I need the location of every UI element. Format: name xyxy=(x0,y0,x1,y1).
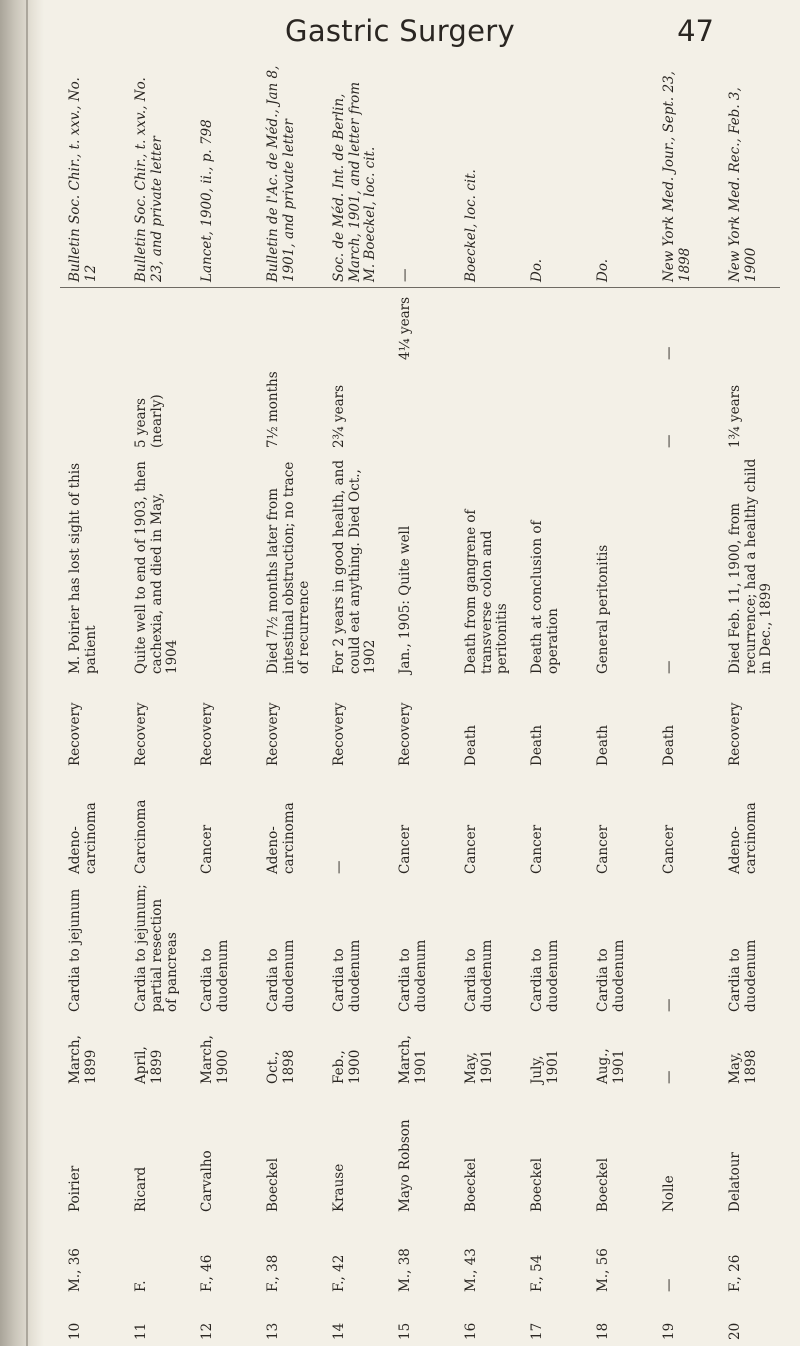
patient-sex-age: M., 43 xyxy=(463,1248,479,1292)
operator-name: Carvalho xyxy=(199,1150,215,1212)
pathology: — xyxy=(331,860,347,874)
case-number: 10 xyxy=(67,1322,83,1340)
after-history: Died Feb. 11, 1900, from recurrence; had a healthy child in Dec., 1899 xyxy=(727,458,775,674)
operator-name: Boeckel xyxy=(595,1157,611,1212)
case-number: 12 xyxy=(199,1322,215,1340)
case-number: 20 xyxy=(727,1322,743,1340)
after-history: Death at conclusion of operation xyxy=(529,520,561,674)
operation-date: April, 1899 xyxy=(133,1046,165,1084)
result: Death xyxy=(595,725,611,766)
operator-name: Delatour xyxy=(727,1152,743,1212)
patient-sex-age: F. xyxy=(133,1280,149,1292)
case-number: 17 xyxy=(529,1322,545,1340)
patient-sex-age: F., 38 xyxy=(265,1254,281,1292)
table-row xyxy=(134,60,196,1340)
operator-name: Boeckel xyxy=(529,1157,545,1212)
result: Recovery xyxy=(265,702,281,766)
operation-date: May, 1898 xyxy=(727,1049,759,1084)
case-number: 16 xyxy=(463,1322,479,1340)
after-history: General peritonitis xyxy=(595,544,611,674)
resection-site: Cardia to duodenum xyxy=(397,939,429,1012)
result: Recovery xyxy=(331,702,347,766)
table-row xyxy=(728,60,780,1340)
pathology: Cancer xyxy=(463,824,479,874)
result: Recovery xyxy=(67,702,83,766)
operator-name: Mayo Robson xyxy=(397,1119,413,1212)
case-number: 19 xyxy=(661,1322,677,1340)
table-row xyxy=(662,60,724,1340)
after-history: — xyxy=(661,660,677,674)
resection-site: Cardia to jejunum xyxy=(67,888,83,1012)
running-title: Gastric Surgery xyxy=(285,14,515,48)
operation-date: Oct., 1898 xyxy=(265,1049,297,1084)
operator-name: Boeckel xyxy=(463,1157,479,1212)
after-history: M. Poirier has lost sight of this patient xyxy=(67,462,99,674)
pathology: Carcinoma xyxy=(133,799,149,874)
after-history: Jan., 1905: Quite well xyxy=(397,525,413,674)
table-row xyxy=(398,60,460,1340)
reference: — xyxy=(397,268,413,282)
operation-date: March, 1900 xyxy=(199,1035,231,1084)
patient-sex-age: M., 36 xyxy=(67,1248,83,1292)
survival-duration: 1¾ years xyxy=(727,384,743,448)
table-row xyxy=(464,60,526,1340)
survival-after-operation: 4¼ years xyxy=(397,296,413,360)
operator-name: Poirier xyxy=(67,1165,83,1212)
survival-duration: 5 years (nearly) xyxy=(133,394,165,448)
patient-sex-age: — xyxy=(661,1278,677,1292)
patient-sex-age: F., 46 xyxy=(199,1254,215,1292)
after-history: Quite well to end of 1903, then cachexia, and died in May, 1904 xyxy=(133,461,181,674)
after-history: Death from gangrene of transverse colon and peritonitis xyxy=(463,509,511,674)
operator-name: Boeckel xyxy=(265,1157,281,1212)
result: Death xyxy=(463,725,479,766)
book-gutter xyxy=(0,0,44,1346)
reference: Lancet, 1900, ii., p. 798 xyxy=(199,119,215,282)
rotated-table-viewport xyxy=(60,60,780,1340)
resection-site: Cardia to duodenum xyxy=(199,939,231,1012)
result: Recovery xyxy=(199,702,215,766)
case-number: 14 xyxy=(331,1322,347,1340)
operator-name: Krause xyxy=(331,1163,347,1212)
table-row xyxy=(596,60,658,1340)
pathology: Cancer xyxy=(595,824,611,874)
case-number: 11 xyxy=(133,1322,149,1340)
operation-date: Aug., 1901 xyxy=(595,1048,627,1084)
reference: New York Med. Rec., Feb. 3, 1900 xyxy=(727,87,759,282)
resection-site: Cardia to jejunum; partial resection of pancreas xyxy=(133,884,181,1012)
patient-sex-age: F., 26 xyxy=(727,1254,743,1292)
resection-site: Cardia to duodenum xyxy=(463,939,495,1012)
pathology: Adeno-carcinoma xyxy=(727,802,759,874)
reference: Do. xyxy=(529,258,545,282)
case-table xyxy=(60,60,780,1340)
survival-duration: 2¾ years xyxy=(331,384,347,448)
table-row xyxy=(68,60,130,1340)
pathology: Cancer xyxy=(397,824,413,874)
operation-date: Feb., 1900 xyxy=(331,1049,363,1084)
operation-date: — xyxy=(661,1070,677,1084)
survival-after-operation: — xyxy=(661,346,677,360)
survival-duration: 7½ months xyxy=(265,371,281,448)
operator-name: Ricard xyxy=(133,1166,149,1212)
resection-site: Cardia to duodenum xyxy=(595,939,627,1012)
operation-date: March, 1899 xyxy=(67,1035,99,1084)
patient-sex-age: F., 54 xyxy=(529,1254,545,1292)
patient-sex-age: M., 56 xyxy=(595,1248,611,1292)
operation-date: March, 1901 xyxy=(397,1035,429,1084)
result: Recovery xyxy=(133,702,149,766)
resection-site: Cardia to duodenum xyxy=(331,939,363,1012)
pathology: Adeno-carcinoma xyxy=(67,802,99,874)
operation-date: May, 1901 xyxy=(463,1049,495,1084)
operator-name: Nolle xyxy=(661,1175,677,1212)
result: Recovery xyxy=(727,702,743,766)
pathology: Cancer xyxy=(199,824,215,874)
table-row xyxy=(200,60,262,1340)
patient-sex-age: F., 42 xyxy=(331,1254,347,1292)
case-number: 15 xyxy=(397,1322,413,1340)
case-number: 18 xyxy=(595,1322,611,1340)
after-history: Died 7½ months later from intestinal obstruction; no trace of recurrence xyxy=(265,461,313,674)
pathology: Cancer xyxy=(529,824,545,874)
result: Recovery xyxy=(397,702,413,766)
after-history: For 2 years in good health, and could eat anything. Died Oct., 1902 xyxy=(331,460,379,674)
reference: Boeckel, loc. cit. xyxy=(463,169,479,282)
table-row xyxy=(266,60,328,1340)
page-number: 47 xyxy=(677,14,714,48)
pathology: Cancer xyxy=(661,824,677,874)
reference: Bulletin Soc. Chir., t. xxv., No. 23, and private letter xyxy=(133,77,165,282)
case-number: 13 xyxy=(265,1322,281,1340)
gutter-line xyxy=(26,0,28,1346)
table-row xyxy=(332,60,394,1340)
pathology: Adeno-carcinoma xyxy=(265,802,297,874)
reference: Bulletin Soc. Chir., t. xxv., No. 12 xyxy=(67,77,99,282)
result: Death xyxy=(529,725,545,766)
reference: Soc. de Méd. Int. de Berlin, March, 1901, and letter from M. Boeckel, loc. cit. xyxy=(331,81,379,282)
resection-site: Cardia to duodenum xyxy=(529,939,561,1012)
reference: New York Med. Jour., Sept. 23, 1898 xyxy=(661,71,693,282)
operation-date: July, 1901 xyxy=(529,1049,561,1084)
reference: Do. xyxy=(595,258,611,282)
resection-site: — xyxy=(661,998,677,1012)
patient-sex-age: M., 38 xyxy=(397,1248,413,1292)
resection-site: Cardia to duodenum xyxy=(265,939,297,1012)
table-row xyxy=(530,60,592,1340)
result: Death xyxy=(661,725,677,766)
resection-site: Cardia to duodenum xyxy=(727,939,759,1012)
survival-duration: — xyxy=(661,434,677,448)
reference: Bulletin de l'Ac. de Méd., Jan 8, 1901, and private letter xyxy=(265,65,297,282)
